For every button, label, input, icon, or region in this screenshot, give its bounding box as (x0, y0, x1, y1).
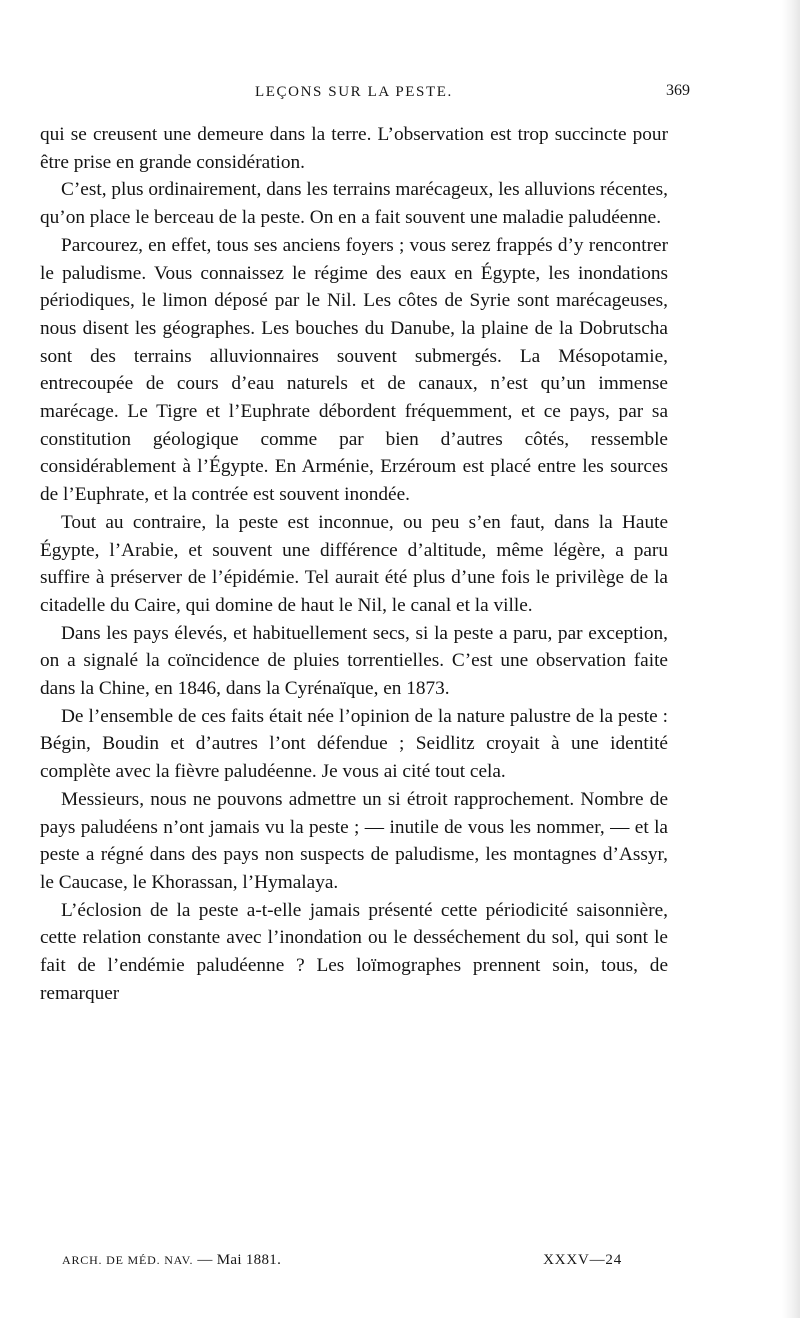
paragraph: Parcourez, en effet, tous ses anciens foyers ; vous serez frappés d’y rencontrer le paludisme. Vous connaissez le régime des eaux en Égypte, les inondations périodiques, le limon déposé par le Nil. Les côtes de Syrie sont marécageuses, nous disent les géographes. Les bouches du Danube, la plaine de la Dobrutscha sont des terrains alluvionnaires souvent submergés. La Mésopotamie, entrecoupée de cours d’eau naturels et de canaux, n’est qu’un immense marécage. Le Tigre et l’Euphrate débordent fréquemment, et ce pays, par sa constitution géologique comme par bien d’autres côtés, ressemble considérablement à l’Égypte. En Arménie, Erzéroum est placé entre les sources de l’Euphrate, et la contrée est souvent inondée. (40, 234, 668, 506)
page-number: 369 (666, 82, 690, 99)
scan-edge-shadow (782, 0, 800, 1318)
journal-abbrev: ARCH. DE MÉD. NAV. (62, 1253, 194, 1267)
paragraph-continued: qui se creusent une demeure dans la terre. L’observation est trop succincte pour être prise en grande considération. (40, 124, 668, 173)
paragraph: Dans les pays élevés, et habituellement secs, si la peste a paru, par exception, on a signalé la coïncidence de pluies torrentielles. C’est une observation faite dans la Chine, en 1846, dans la Cyrénaïque, en 1873. (40, 622, 668, 700)
paragraph: L’éclosion de la peste a-t-elle jamais présenté cette périodicité saisonnière, cette relation constante avec l’inondation ou le desséchement du sol, qui sont le fait de l’endémie paludéenne ? Les loïmographes prennent soin, tous, de remarquer (40, 899, 668, 1004)
running-title: LEÇONS SUR LA PESTE. (255, 84, 453, 100)
paragraph: De l’ensemble de ces faits était née l’opinion de la nature palustre de la peste : Bégin, Boudin et d’autres l’ont défendue ; Seidlitz croyait à une identité complète avec la fièvre paludéenne. Je vous ai cité tout cela. (40, 705, 668, 783)
issue-date: Mai 1881. (216, 1252, 282, 1268)
paragraph: C’est, plus ordinairement, dans les terrains marécageux, les alluvions récentes, qu’on place le berceau de la peste. On en a fait souvent une maladie paludéenne. (40, 179, 668, 229)
journal-signature (62, 1252, 281, 1269)
body-text (40, 121, 668, 1008)
running-head (40, 84, 690, 108)
page-footer (62, 1252, 622, 1274)
footer-separator: — (197, 1252, 213, 1268)
paragraph: Messieurs, nous ne pouvons admettre un si étroit rapprochement. Nombre de pays paludéens n’ont jamais vu la peste ; — inutile de vous les nommer, — et la peste a régné dans des pays non suspects de paludisme, les montagnes d’Assyr, le Caucase, le Khorassan, l’Hymalaya. (40, 788, 668, 893)
paragraph: Tout au contraire, la peste est inconnue, ou peu s’en faut, dans la Haute Égypte, l’Arabie, et souvent une différence d’altitude, même légère, a paru suffire à préserver de l’épidémie. Tel aurait été plus d’une fois le privilège de la citadelle du Caire, qui domine de haut le Nil, le canal et la ville. (40, 511, 668, 616)
sheet-mark: XXXV—24 (543, 1252, 622, 1268)
